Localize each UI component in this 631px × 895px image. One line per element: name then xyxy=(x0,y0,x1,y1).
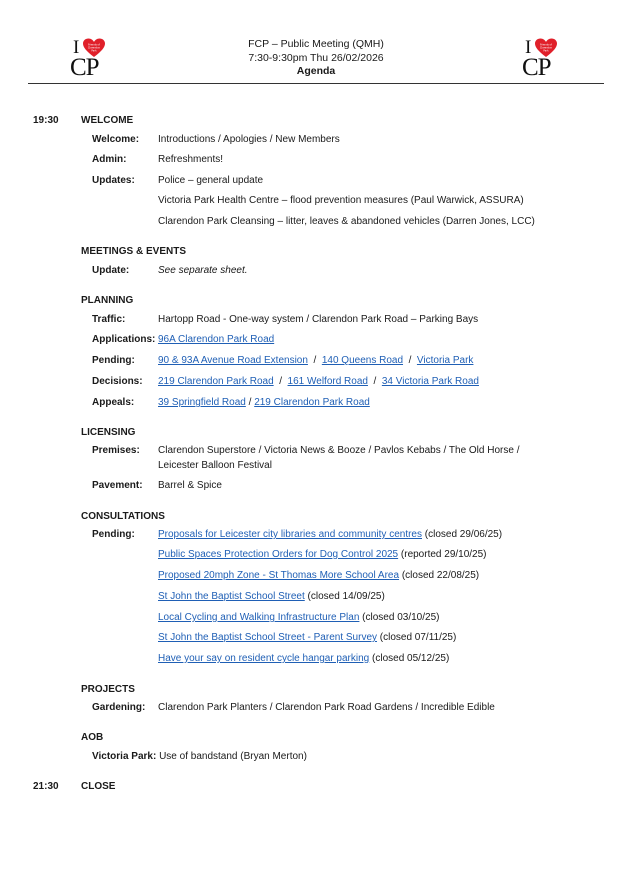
gardening-value: Clarendon Park Planters / Clarendon Park Road Gardens / Incredible Edible xyxy=(158,702,495,713)
consultation-item xyxy=(158,570,479,582)
consultation-note: (reported 29/10/25) xyxy=(398,549,487,560)
admin-label: Admin: xyxy=(92,154,127,165)
consultation-link[interactable]: St John the Baptist School Street - Parent Survey xyxy=(158,632,378,643)
header-divider xyxy=(28,83,604,84)
consultation-item xyxy=(158,591,385,603)
consultation-note: (closed 29/06/25) xyxy=(422,529,503,540)
consultation-item xyxy=(158,653,449,665)
planning-link[interactable]: 219 Clarendon Park Road xyxy=(254,397,370,408)
consultation-link[interactable]: Local Cycling and Walking Infrastructure Plan xyxy=(158,612,360,623)
consultation-link[interactable]: Proposals for Leicester city libraries and community centres xyxy=(158,529,422,540)
section-title-aob: AOB xyxy=(81,732,104,743)
updates-label: Updates: xyxy=(92,175,135,186)
victoria-park-value: Use of bandstand (Bryan Merton) xyxy=(156,751,307,762)
planning-link[interactable]: Victoria Park xyxy=(416,355,474,366)
section-title-consultations: CONSULTATIONS xyxy=(81,511,165,522)
separator: / xyxy=(313,355,317,366)
traffic-label: Traffic: xyxy=(92,314,126,325)
premises-label: Premises: xyxy=(92,445,140,456)
svg-text:Friends of: Friends of xyxy=(540,43,552,47)
section-title-planning: PLANNING xyxy=(81,295,134,306)
gardening-label: Gardening: xyxy=(92,702,146,713)
planning-link[interactable]: 161 Welford Road xyxy=(287,376,368,387)
planning-link[interactable]: 140 Queens Road xyxy=(321,355,404,366)
section-title-licensing: LICENSING xyxy=(81,427,136,438)
traffic-value: Hartopp Road - One-way system / Clarendon Park Road – Parking Bays xyxy=(158,314,479,325)
decisions-value xyxy=(158,376,479,388)
planning-link[interactable]: 96A Clarendon Park Road xyxy=(158,334,275,345)
logo-cp: CP xyxy=(522,54,551,81)
update-label: Update: xyxy=(92,265,130,276)
consultation-note: (closed 14/09/25) xyxy=(304,591,385,602)
appeals-label: Appeals: xyxy=(92,397,135,408)
header-line-1: FCP – Public Meeting (QMH) xyxy=(248,38,384,50)
logo-i: I xyxy=(73,37,80,58)
svg-text:Park: Park xyxy=(543,49,549,53)
update-item: Clarendon Park Cleansing – litter, leaves & abandoned vehicles (Darren Jones, LCC) xyxy=(158,216,535,227)
start-time: 19:30 xyxy=(33,115,59,126)
logo-i: I xyxy=(525,37,532,58)
header-line-2: 7:30-9:30pm Thu 26/02/2026 xyxy=(248,51,384,64)
consultation-item xyxy=(158,529,502,541)
svg-text:Clarendon: Clarendon xyxy=(87,46,101,50)
pending-value xyxy=(158,355,473,367)
planning-link[interactable]: 39 Springfield Road xyxy=(158,397,246,408)
section-title-close: CLOSE xyxy=(81,781,116,792)
victoria-park-label: Victoria Park: xyxy=(92,751,157,762)
welcome-value: Introductions / Apologies / New Members xyxy=(158,134,340,145)
planning-link[interactable]: 90 & 93A Avenue Road Extension xyxy=(158,355,308,366)
consultation-note: (closed 07/11/25) xyxy=(377,632,457,643)
logo-right xyxy=(522,36,562,80)
consultation-link[interactable]: St John the Baptist School Street xyxy=(158,591,305,602)
separator: / xyxy=(279,376,282,387)
separator: / xyxy=(408,355,412,366)
logo-left xyxy=(70,36,110,80)
logo-cp: CP xyxy=(70,54,99,81)
consultation-item xyxy=(158,632,456,644)
admin-value: Refreshments! xyxy=(158,154,224,165)
planning-link[interactable]: 34 Victoria Park Road xyxy=(381,376,479,387)
consultation-note: (closed 03/10/25) xyxy=(359,612,440,623)
pavement-label: Pavement: xyxy=(92,480,143,491)
pending-label: Pending: xyxy=(92,355,135,366)
section-title-welcome: WELCOME xyxy=(81,115,134,126)
pavement-value: Barrel & Spice xyxy=(158,480,222,491)
welcome-label: Welcome: xyxy=(92,134,140,145)
consultation-note: (closed 05/12/25) xyxy=(369,653,450,664)
consultation-item xyxy=(158,549,487,561)
premises-value: Clarendon Superstore / Victoria News & Booze / Pavlos Kebabs / The Old Horse / xyxy=(158,445,520,456)
appeals-value xyxy=(158,397,370,409)
decisions-label: Decisions: xyxy=(92,376,143,387)
applications-value xyxy=(158,334,274,346)
applications-label: Applications: xyxy=(92,334,156,345)
consultations-pending-label: Pending: xyxy=(92,529,135,540)
premises-value-2: Leicester Balloon Festival xyxy=(158,460,272,471)
victoria-park-item xyxy=(92,751,307,763)
consultation-item xyxy=(158,612,439,624)
consultation-link[interactable]: Have your say on resident cycle hangar parking xyxy=(158,653,370,664)
end-time: 21:30 xyxy=(33,781,59,792)
header-title xyxy=(200,38,432,79)
svg-text:Park: Park xyxy=(91,49,97,53)
header-line-3: Agenda xyxy=(296,65,336,77)
svg-text:Friends of: Friends of xyxy=(88,43,100,47)
svg-text:Clarendon: Clarendon xyxy=(539,46,553,50)
update-item: Victoria Park Health Centre – flood prevention measures (Paul Warwick, ASSURA) xyxy=(158,195,524,206)
section-title-meetings: MEETINGS & EVENTS xyxy=(81,246,187,257)
update-value: See separate sheet. xyxy=(158,265,248,276)
section-title-projects: PROJECTS xyxy=(81,684,135,695)
planning-link[interactable]: 219 Clarendon Park Road xyxy=(158,376,274,387)
update-item: Police – general update xyxy=(158,175,264,186)
consultation-link[interactable]: Public Spaces Protection Orders for Dog Control 2025 xyxy=(158,549,399,560)
separator: / xyxy=(373,376,377,387)
consultation-link[interactable]: Proposed 20mph Zone - St Thomas More School Area xyxy=(158,570,400,581)
separator: / xyxy=(248,397,252,408)
consultation-note: (closed 22/08/25) xyxy=(399,570,480,581)
